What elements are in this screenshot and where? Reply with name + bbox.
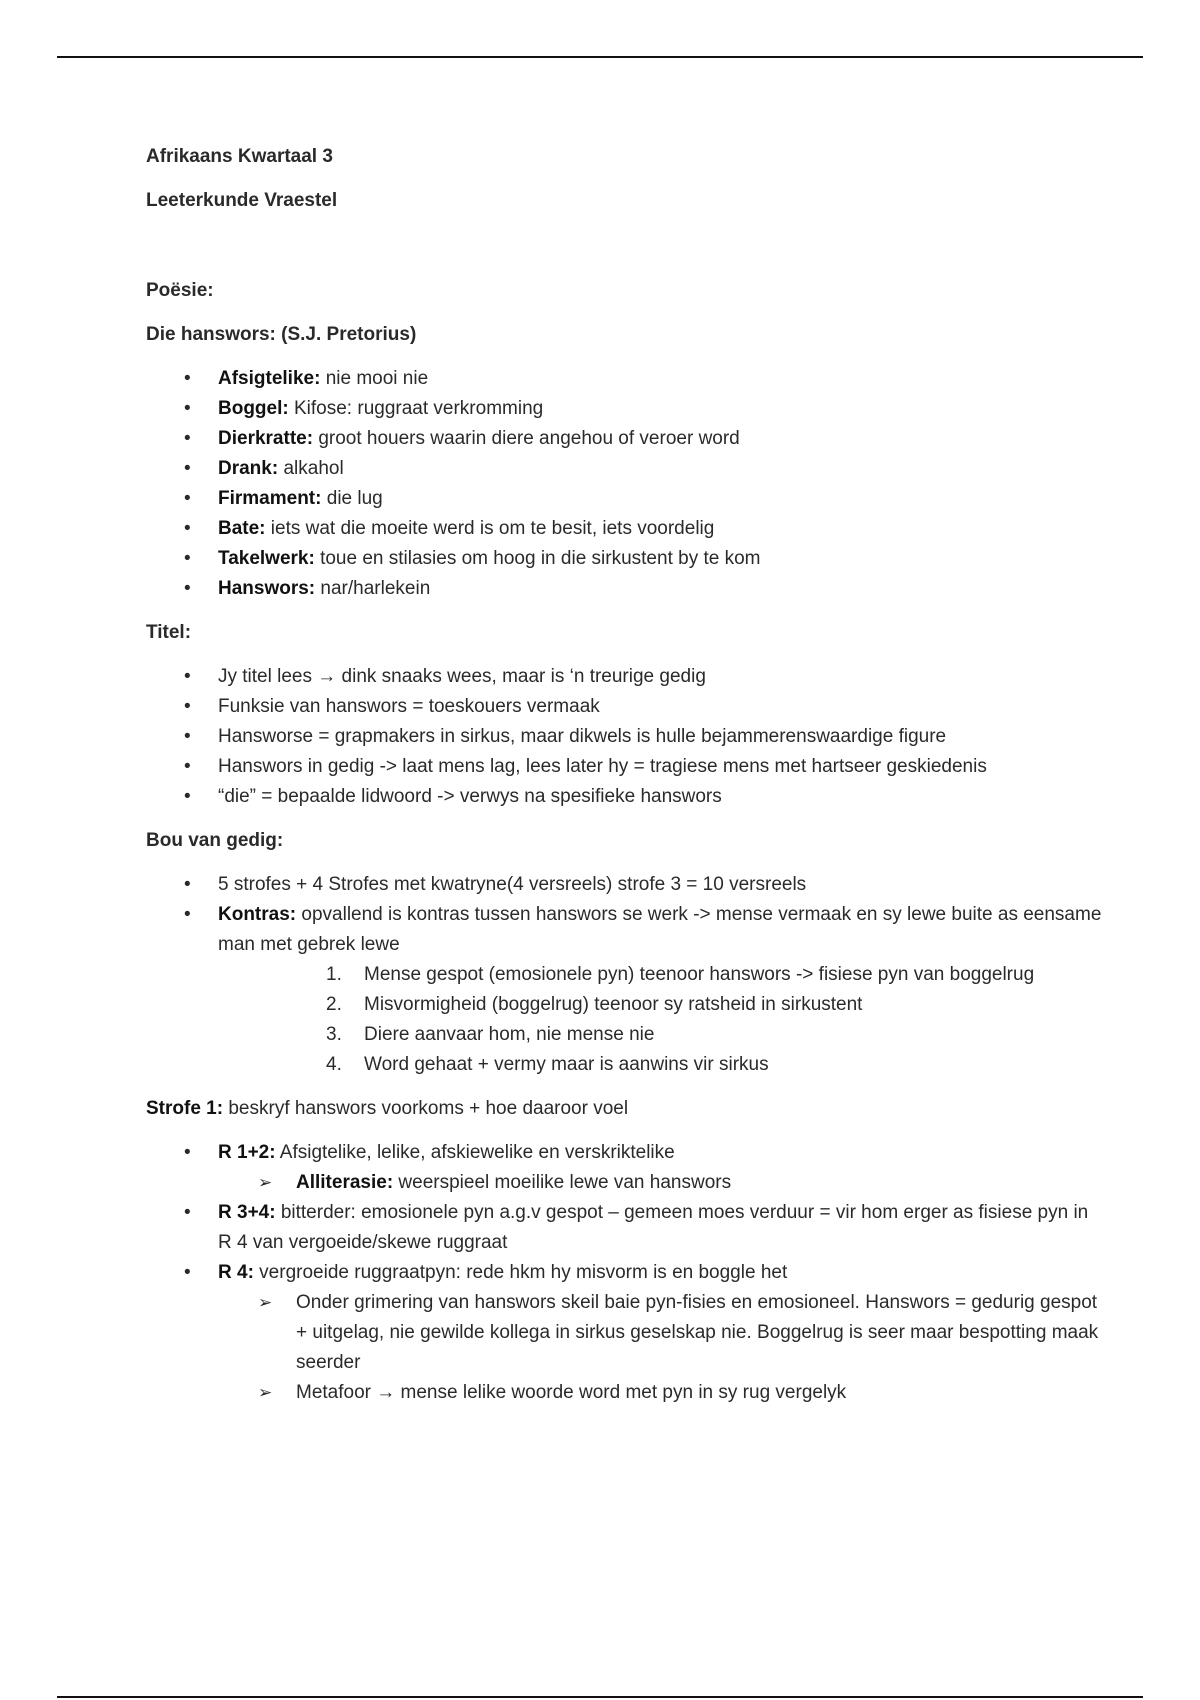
list-item-text: Hanswors in gedig -> laat mens lag, lees later hy = tragiese mens met hartseer geskiedenis (218, 756, 987, 777)
vocab-def: die lug (321, 488, 383, 509)
list-item (146, 870, 1106, 900)
r4-term: R 4: (218, 1262, 254, 1283)
kontras-term: Kontras: (218, 904, 297, 925)
bullet-icon: • (184, 578, 191, 599)
arrow-item (146, 1168, 1106, 1198)
vocab-def: groot houers waarin diere angehou of veroer word (313, 428, 740, 449)
r34-text: bitterder: emosionele pyn a.g.v gespot – gemeen moes verduur = vir hom erger as fisiese pyn in R 4 van vergoeide/skewe ruggraat (218, 1202, 1089, 1253)
strofe-1-list (146, 1138, 1106, 1408)
bullet-icon: • (184, 1202, 191, 1223)
bullet-icon: • (184, 726, 191, 747)
arrow-bullet-icon: ➢ (258, 1293, 273, 1312)
vocab-term: Dierkratte: (218, 428, 314, 449)
bullet-icon: • (184, 488, 191, 509)
list-item (146, 544, 1106, 574)
numbered-item (218, 990, 1106, 1020)
arrow-list (146, 1168, 1106, 1198)
alliterasie-text: weerspieel moeilike lewe van hanswors (393, 1172, 732, 1193)
vocab-term: Hanswors: (218, 578, 316, 599)
vocab-def: iets wat die moeite werd is om te besit, iets voordelig (265, 518, 715, 539)
numbered-item (218, 1020, 1106, 1050)
bullet-icon: • (184, 1262, 191, 1283)
bullet-icon: • (184, 398, 191, 419)
alliterasie-term: Alliterasie: (296, 1172, 394, 1193)
bullet-icon: • (184, 428, 191, 449)
item-number: 1. (326, 964, 342, 985)
list-item (146, 514, 1106, 544)
arrow-bullet-icon: ➢ (258, 1173, 273, 1192)
document-title: Afrikaans Kwartaal 3 (146, 146, 333, 167)
bullet-icon: • (184, 756, 191, 777)
vocab-def: nie mooi nie (320, 368, 429, 389)
list-item (146, 1138, 1106, 1198)
vocab-def: toue en stilasies om hoog in die sirkustent by te kom (314, 548, 761, 569)
arrow-list (146, 1288, 1106, 1408)
list-item (146, 484, 1106, 514)
bullet-icon: • (184, 368, 191, 389)
numbered-item-text: Word gehaat + vermy maar is aanwins vir sirkus (364, 1054, 769, 1075)
section-bou: Bou van gedig: (146, 830, 284, 851)
vocab-term: Afsigtelike: (218, 368, 321, 389)
vocab-term: Drank: (218, 458, 279, 479)
bullet-icon: • (184, 518, 191, 539)
poem-heading: Die hanswors: (S.J. Pretorius) (146, 324, 417, 345)
item-number: 2. (326, 994, 342, 1015)
numbered-item-text: Misvormigheid (boggelrug) teenoor sy ratsheid in sirkustent (364, 994, 863, 1015)
vocab-term: Takelwerk: (218, 548, 315, 569)
vocab-list (146, 364, 1106, 604)
document-body (146, 142, 1106, 1422)
kontras-numbered-list (218, 960, 1106, 1080)
bullet-icon: • (184, 1142, 191, 1163)
list-item (146, 900, 1106, 1080)
list-item (146, 394, 1106, 424)
top-rule (57, 56, 1143, 58)
r34-term: R 3+4: (218, 1202, 276, 1223)
strofe-1-heading (146, 1094, 1106, 1124)
vocab-term: Firmament: (218, 488, 322, 509)
bullet-icon: • (184, 904, 191, 925)
vocab-term: Bate: (218, 518, 266, 539)
list-item (146, 454, 1106, 484)
bullet-icon: • (184, 666, 191, 687)
list-item-text: Hansworse = grapmakers in sirkus, maar dikwels is hulle bejammerenswaardige figure (218, 726, 947, 747)
list-item (146, 1258, 1106, 1408)
list-item (146, 752, 1106, 782)
section-poesie: Poësie: (146, 280, 214, 301)
list-item (146, 364, 1106, 394)
bottom-rule (57, 1696, 1143, 1698)
list-item (146, 424, 1106, 454)
r12-term: R 1+2: (218, 1142, 276, 1163)
bullet-icon: • (184, 458, 191, 479)
bou-list (146, 870, 1106, 1080)
arrow-item-text: Metafoor → mense lelike woorde word met pyn in sy rug vergelyk (296, 1382, 847, 1403)
list-item-text: Jy titel lees → dink snaaks wees, maar is ‘n treurige gedig (218, 666, 706, 687)
bullet-icon: • (184, 548, 191, 569)
list-item-text: “die” = bepaalde lidwoord -> verwys na spesifieke hanswors (218, 786, 722, 807)
bullet-icon: • (184, 696, 191, 717)
r4-text: vergroeide ruggraatpyn: rede hkm hy misvorm is en boggle het (253, 1262, 788, 1283)
list-item (146, 782, 1106, 812)
bullet-icon: • (184, 874, 191, 895)
list-item (146, 1198, 1106, 1258)
strofe-1-term: Strofe 1: (146, 1098, 224, 1119)
item-number: 4. (326, 1054, 342, 1075)
list-item-text: Funksie van hanswors = toeskouers vermaak (218, 696, 600, 717)
kontras-text: opvallend is kontras tussen hanswors se werk -> mense vermaak en sy lewe buite as eensame man met gebrek lewe (218, 904, 1102, 955)
arrow-item-text: Onder grimering van hanswors skeil baie pyn-fisies en emosioneel. Hanswors = gedurig gespot + uitgelag, nie gewilde kollega in sirkus geselskap nie. Boggelrug is seer maar bespotting maak seerder (296, 1292, 1099, 1373)
vocab-def: nar/harlekein (315, 578, 431, 599)
numbered-item-text: Mense gespot (emosionele pyn) teenoor hanswors -> fisiese pyn van boggelrug (364, 964, 1035, 985)
r12-text: Afsigtelike, lelike, afskiewelike en verskriktelike (275, 1142, 675, 1163)
section-titel: Titel: (146, 622, 192, 643)
document-subtitle: Leeterkunde Vraestel (146, 190, 338, 211)
vocab-term: Boggel: (218, 398, 289, 419)
arrow-item (146, 1378, 1106, 1408)
arrow-item (146, 1288, 1106, 1378)
item-number: 3. (326, 1024, 342, 1045)
list-item (146, 662, 1106, 692)
list-item (146, 574, 1106, 604)
list-item-text: 5 strofes + 4 Strofes met kwatryne(4 versreels) strofe 3 = 10 versreels (218, 874, 807, 895)
numbered-item (218, 1050, 1106, 1080)
numbered-item-text: Diere aanvaar hom, nie mense nie (364, 1024, 655, 1045)
numbered-item (218, 960, 1106, 990)
list-item (146, 692, 1106, 722)
list-item (146, 722, 1106, 752)
vocab-def: alkahol (278, 458, 344, 479)
titel-list (146, 662, 1106, 812)
strofe-1-text: beskryf hanswors voorkoms + hoe daaroor voel (223, 1098, 629, 1119)
bullet-icon: • (184, 786, 191, 807)
vocab-def: Kifose: ruggraat verkromming (288, 398, 544, 419)
arrow-bullet-icon: ➢ (258, 1383, 273, 1402)
